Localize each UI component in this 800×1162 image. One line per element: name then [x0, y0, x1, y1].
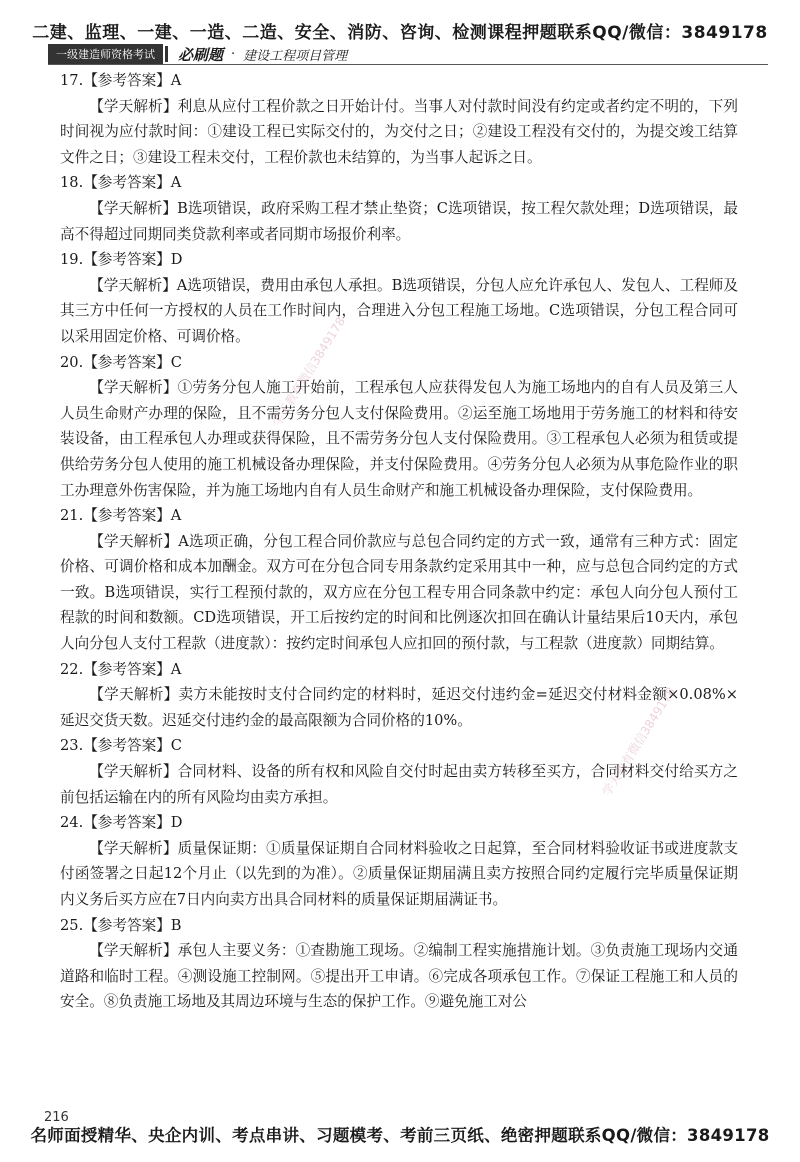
exam-tag: 一级建造师资格考试: [48, 44, 163, 64]
header-dot: ·: [231, 46, 236, 62]
analysis-text: 【学天解析】①劳务分包人施工开始前，工程承包人应获得发包人为施工场地内的自有人员及第三人人员生命财产办理的保险，且不需劳务分包人支付保险费用。②运至施工场地用于劳务施工的材料和待安装设备，由工程承包人办理或获得保险，且不需劳务分包人支付保险费用。③工程承包人必须为租赁或提供给劳务分包人使用的施工机械设备办理保险，并支付保险费用。④劳务分包人必须为从事危险作业的职工办理意外伤害保险，并为施工场地内自有人员生命财产和施工机械设备办理保险，支付保险费用。: [60, 379, 738, 499]
answer-line: 19.【参考答案】D: [60, 251, 183, 269]
answer-item-24: [60, 810, 738, 912]
answer-line: 17.【参考答案】A: [60, 72, 182, 89]
answer-line: 21.【参考答案】A: [60, 507, 182, 525]
answer-item-19: [60, 247, 738, 349]
analysis-text: 【学天解析】卖方未能按时支付合同约定的材料时，延迟交付违约金=延迟交付材料金额×0.08%×延迟交货天数。迟延交付违约金的最高限额为合同价格的10%。: [60, 686, 738, 729]
answer-line: 22.【参考答案】A: [60, 660, 182, 678]
analysis-text: 【学天解析】B选项错误，政府采购工程才禁止垫资；C选项错误，按工程欠款处理；D选项错误，最高不得超过同期同类贷款利率或者同期市场报价利率。: [60, 199, 738, 243]
analysis-text: 【学天解析】A选项正确，分包工程合同价款应与总包合同约定的方式一致，通常有三种方式：固定价格、可调价格和成本加酬金。双方可在分包合同专用条款约定采用其中一种，应与总包合同约定的方式一致。B选项错误，实行工程预付款的，双方应在分包工程专用合同条款中约定：承包人向分包人预付工程款的时间和数额。CD选项错误，开工后按约定的时间和比例逐次扣回在确认计量结果后10天内，承包人向分包人支付工程款（进度款）：按约定时间承包人应扣回的预付款，与工程款（进度款）同期结算。: [60, 532, 738, 653]
book-title: 必刷题: [178, 45, 224, 64]
subject-title: 建设工程项目管理: [243, 48, 348, 64]
header-divider: [165, 46, 168, 62]
page-number: 216: [44, 1110, 69, 1125]
top-banner: 二建、监理、一建、一造、二造、安全、消防、咨询、检测课程押题联系QQ/微信：3849178: [32, 23, 768, 43]
watermark: 学天教育微信3849178: [599, 684, 679, 799]
answer-content: [60, 68, 738, 1015]
answer-item-20: [60, 350, 738, 504]
answer-line: 25.【参考答案】B: [60, 916, 182, 934]
answer-line: 20.【参考答案】C: [60, 353, 182, 371]
analysis-text: 【学天解析】合同材料、设备的所有权和风险自交付时起由卖方转移至买方，合同材料交付给买方之前包括运输在内的所有风险均由卖方承担。: [60, 763, 738, 806]
answer-item-17: [60, 68, 738, 170]
analysis-text: 【学天解析】A选项错误，费用由承包人承担。B选项错误，分包人应允许承包人、发包人、工程师及其三方中任何一方授权的人员在工作时间内，合理进入分包工程施工场地。C选项错误，分包工程合同可以采用固定价格、可调价格。: [60, 276, 738, 345]
answer-line: 23.【参考答案】C: [60, 737, 182, 755]
answer-item-18: [60, 170, 738, 247]
analysis-text: 【学天解析】质量保证期：①质量保证期自合同材料验收之日起算，至合同材料验收证书或进度款支付函签署之日起12个月止（以先到的为准）。②质量保证期届满且卖方按照合同约定履行完毕质量保证期内义务后买方应在7日内向卖方出具合同材料的质量保证期届满证书。: [60, 839, 738, 908]
watermark: 学天教育微信3849178: [269, 314, 349, 429]
answer-item-25: [60, 913, 738, 1015]
bottom-banner: 名师面授精华、央企内训、考点串讲、习题模考、考前三页纸、绝密押题联系QQ/微信：3849178: [30, 1126, 770, 1145]
analysis-text: 【学天解析】承包人主要义务：①查勘施工现场。②编制工程实施措施计划。③负责施工现场内交通道路和临时工程。④测设施工控制网。⑤提出开工申请。⑥完成各项承包工作。⑦保证工程施工和人员的安全。⑧负责施工场地及其周边环境与生态的保护工作。⑨避免施工对公: [60, 942, 738, 1011]
running-header: [48, 44, 768, 65]
answer-line: 24.【参考答案】D: [60, 814, 183, 832]
answer-item-21: [60, 503, 738, 657]
analysis-text: 【学天解析】利息从应付工程价款之日开始计付。当事人对付款时间没有约定或者约定不明的，下列时间视为应付款时间：①建设工程已实际交付的，为交付之日；②建设工程没有交付的，为提交竣工结算文件之日；③建设工程未交付，工程价款也未结算的，为当事人起诉之日。: [60, 97, 738, 166]
answer-line: 18.【参考答案】A: [60, 174, 182, 192]
answer-item-22: [60, 657, 738, 734]
